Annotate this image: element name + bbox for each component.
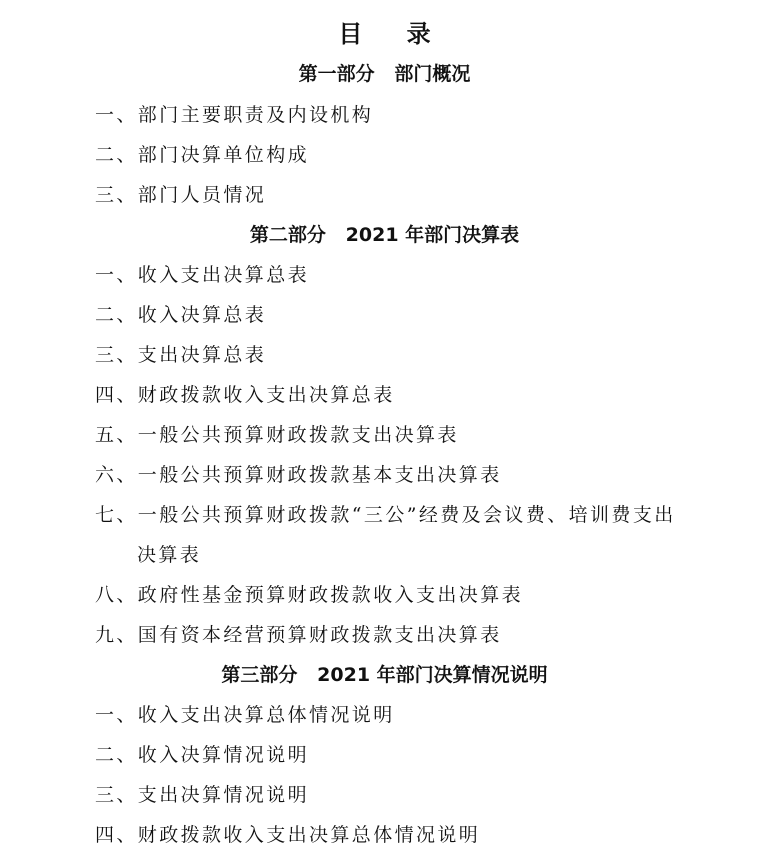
toc-item: 一、收入支出决算总表 (95, 264, 310, 286)
section-heading-1: 第一部分 部门概况 (298, 63, 471, 85)
toc-item: 四、财政拨款收入支出决算总体情况说明 (95, 824, 481, 846)
section-heading-2: 第二部分 2021 年部门决算表 (249, 224, 520, 246)
toc-item: 三、支出决算总表 (95, 344, 267, 366)
toc-item: 七、一般公共预算财政拨款“三公”经费及会议费、培训费支出 (95, 504, 676, 526)
toc-item: 三、部门人员情况 (95, 184, 267, 206)
toc-item: 八、政府性基金预算财政拨款收入支出决算表 (95, 584, 524, 606)
toc-item: 六、一般公共预算财政拨款基本支出决算表 (95, 464, 502, 486)
toc-item: 一、收入支出决算总体情况说明 (95, 704, 395, 726)
toc-title: 目 录 (338, 20, 449, 48)
toc-item: 九、国有资本经营预算财政拨款支出决算表 (95, 624, 502, 646)
toc-item: 三、支出决算情况说明 (95, 784, 310, 806)
toc-item: 一、部门主要职责及内设机构 (95, 104, 374, 126)
toc-item: 二、部门决算单位构成 (95, 144, 310, 166)
toc-item: 四、财政拨款收入支出决算总表 (95, 384, 395, 406)
toc-item: 五、一般公共预算财政拨款支出决算表 (95, 424, 459, 446)
toc-item: 二、收入决算总表 (95, 304, 267, 326)
toc-item: 二、收入决算情况说明 (95, 744, 310, 766)
toc-item-continuation: 决算表 (137, 544, 202, 566)
section-heading-3: 第三部分 2021 年部门决算情况说明 (221, 664, 548, 686)
